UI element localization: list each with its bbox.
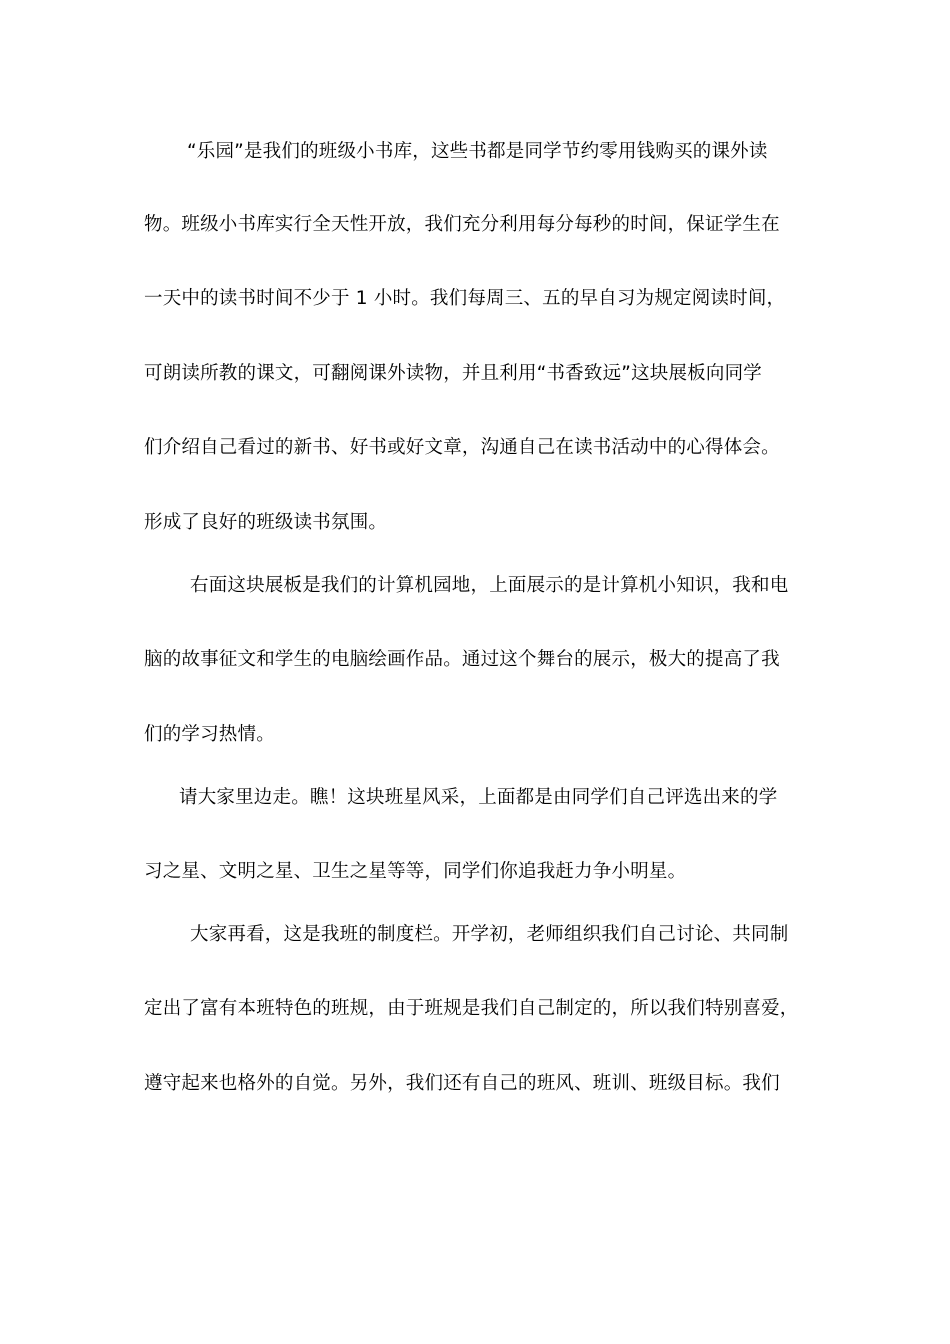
text-line: 们的学习热情。 [144, 724, 275, 745]
text-line: 定出了富有本班特色的班规，由于班规是我们自己制定的，所以我们特别喜爱， [144, 998, 799, 1019]
text-line: “乐园”是我们的班级小书库，这些书都是同学节约零用钱购买的课外读 [187, 141, 768, 162]
text-line: 大家再看，这是我班的制度栏。开学初，老师组织我们自己讨论、共同制 [190, 924, 789, 945]
text-line: 脑的故事征文和学生的电脑绘画作品。通过这个舞台的展示，极大的提高了我 [144, 649, 780, 670]
text-line: 物。班级小书库实行全天性开放，我们充分利用每分每秒的时间，保证学生在 [144, 214, 780, 235]
text-line: 可朗读所教的课文，可翻阅课外读物，并且利用“书香致远”这块展板向同学 [144, 363, 762, 384]
text-line: 习之星、文明之星、卫生之星等等，同学们你追我赶力争小明星。 [144, 861, 687, 882]
text-line: 右面这块展板是我们的计算机园地，上面展示的是计算机小知识，我和电 [190, 575, 789, 596]
text-line: 遵守起来也格外的自觉。另外，我们还有自己的班风、班训、班级目标。我们 [144, 1073, 780, 1094]
text-line: 形成了良好的班级读书氛围。 [144, 512, 388, 533]
text-line: 请大家里边走。瞧！这块班星风采，上面都是由同学们自己评选出来的学 [179, 787, 778, 808]
text-line: 一天中的读书时间不少于 1 小时。我们每周三、五的早自习为规定阅读时间， [144, 288, 786, 309]
text-line: 们介绍自己看过的新书、好书或好文章，沟通自己在读书活动中的心得体会。 [144, 437, 780, 458]
